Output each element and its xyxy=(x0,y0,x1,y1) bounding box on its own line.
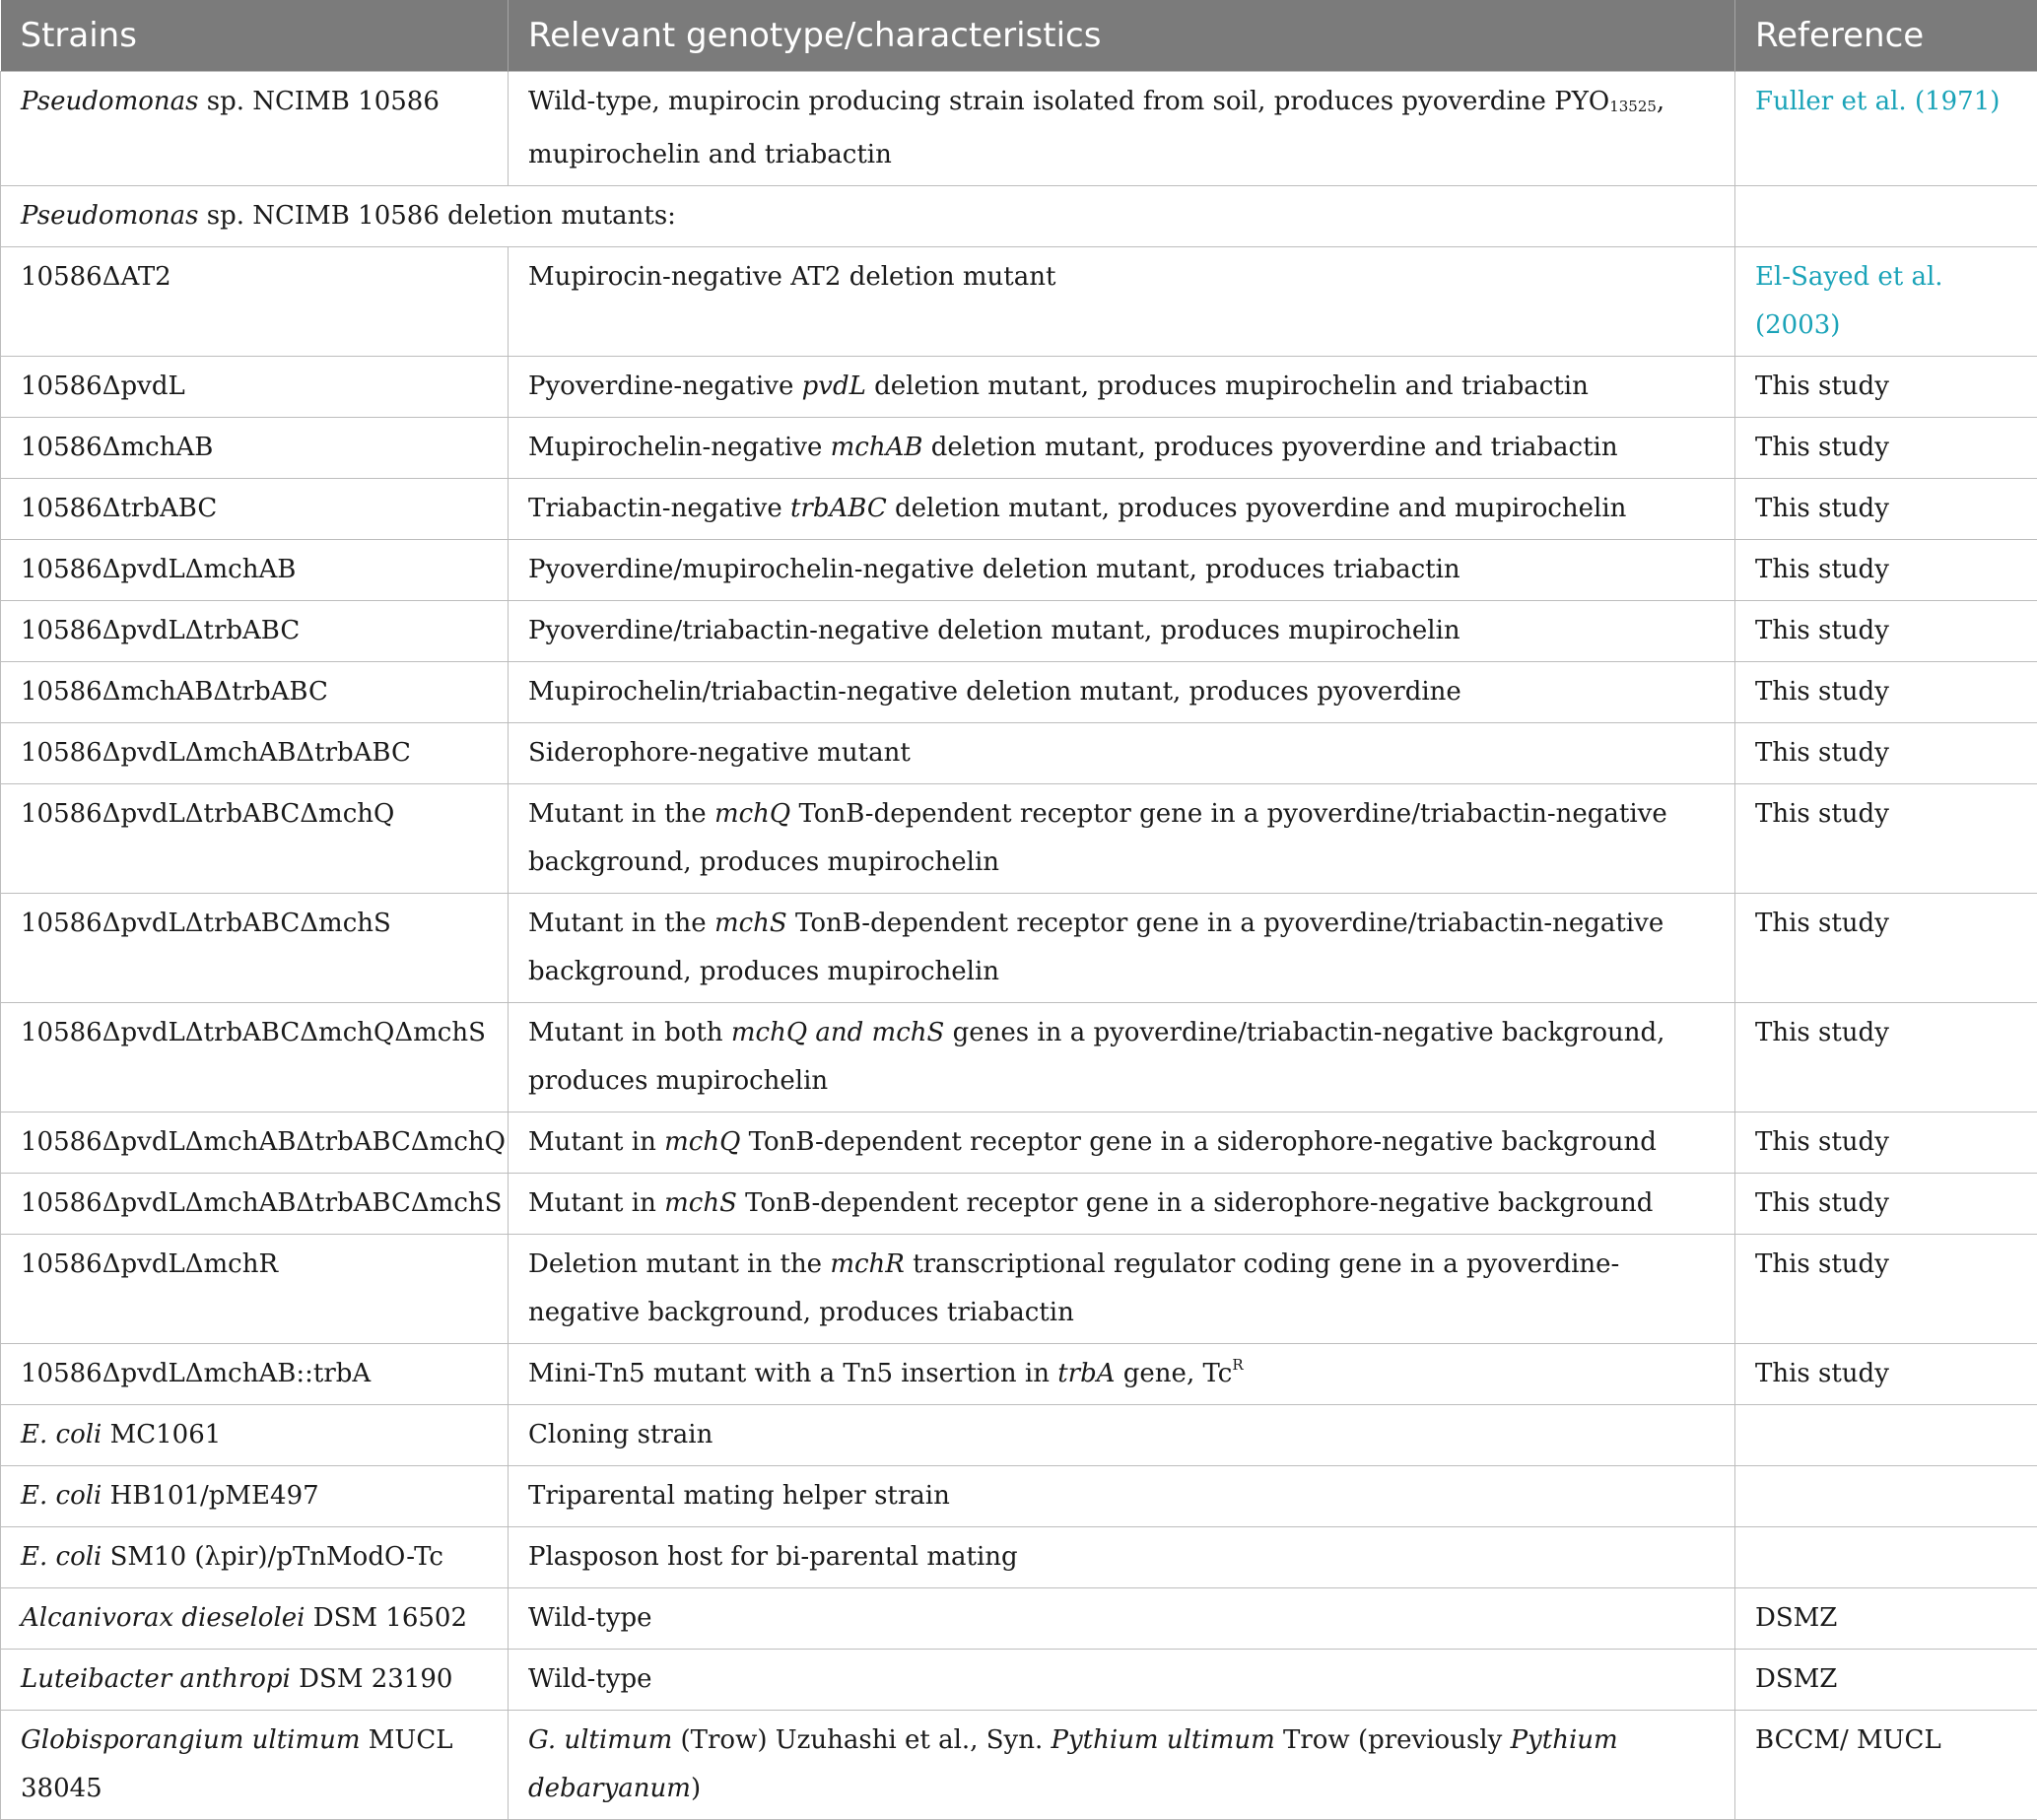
text-segment: HB101/pME497 xyxy=(102,1481,318,1511)
genotype-cell xyxy=(509,1588,1735,1650)
text-segment: 10586ΔmchABΔtrbABC xyxy=(21,677,328,707)
table-row xyxy=(1,247,2037,357)
reference-cell: This study xyxy=(1735,479,2037,540)
text-segment: Wild-type xyxy=(528,1664,652,1694)
reference-cell: This study xyxy=(1735,1003,2037,1112)
table-row xyxy=(1,540,2037,601)
strain-cell xyxy=(1,1405,509,1466)
reference-cell xyxy=(1735,1405,2037,1466)
text-segment: DSM 16502 xyxy=(305,1603,467,1633)
text-segment: TonB-dependent receptor gene in a pyoverdine/triabactin-negative background, produces mupirochelin xyxy=(528,799,1667,877)
text-segment: Luteibacter anthropi xyxy=(21,1664,291,1694)
text-segment: Alcanivorax dieselolei xyxy=(21,1603,305,1633)
genotype-cell xyxy=(509,1527,1735,1588)
text-segment: R xyxy=(1232,1356,1243,1374)
text-segment: gene, Tc xyxy=(1116,1359,1233,1388)
text-segment: 10586ΔpvdLΔtrbABC xyxy=(21,616,300,645)
strain-cell xyxy=(1,418,509,479)
text-segment: Wild-type xyxy=(528,1603,652,1633)
text-segment: Pyoverdine/triabactin-negative deletion mutant, produces mupirochelin xyxy=(528,616,1460,645)
text-segment: Mupirochelin/triabactin-negative deletion mutant, produces pyoverdine xyxy=(528,677,1461,707)
text-segment: Trow (previously xyxy=(1275,1725,1511,1755)
text-segment: ) xyxy=(691,1774,701,1803)
table-row xyxy=(1,894,2037,1003)
genotype-cell xyxy=(509,479,1735,540)
text-segment: genes in a pyoverdine/triabactin-negative background, produces mupirochelin xyxy=(528,1018,1664,1096)
strain-cell xyxy=(1,662,509,723)
text-segment: sp. NCIMB 10586 xyxy=(198,87,439,116)
reference-cell: This study xyxy=(1735,1112,2037,1174)
text-segment: Pyoverdine-negative xyxy=(528,371,802,401)
reference-cell: This study xyxy=(1735,418,2037,479)
reference-cell xyxy=(1735,1466,2037,1527)
reference-cell[interactable]: El-Sayed et al. (2003) xyxy=(1735,247,2037,357)
strain-cell xyxy=(1,784,509,894)
table-row xyxy=(1,418,2037,479)
table-row xyxy=(1,1466,2037,1527)
reference-cell xyxy=(1735,186,2037,247)
text-segment: Mutant in both xyxy=(528,1018,731,1047)
reference-cell: This study xyxy=(1735,1174,2037,1235)
text-segment: Pythium ultimum xyxy=(1052,1725,1275,1755)
table-row xyxy=(1,662,2037,723)
reference-cell[interactable]: Fuller et al. (1971) xyxy=(1735,72,2037,186)
text-segment: deletion mutant, produces mupirochelin and triabactin xyxy=(866,371,1589,401)
text-segment: Pseudomonas xyxy=(21,201,198,231)
text-segment: Triparental mating helper strain xyxy=(528,1481,950,1511)
reference-cell: This study xyxy=(1735,1344,2037,1405)
genotype-cell xyxy=(509,357,1735,418)
strain-cell xyxy=(1,540,509,601)
text-segment: Globisporangium ultimum xyxy=(21,1725,361,1755)
genotype-cell xyxy=(509,784,1735,894)
table-row xyxy=(1,1527,2037,1588)
text-segment: Plasposon host for bi-parental mating xyxy=(528,1542,1018,1572)
table-row xyxy=(1,1650,2037,1711)
reference-cell: This study xyxy=(1735,894,2037,1003)
strain-cell xyxy=(1,1235,509,1344)
section-label-cell xyxy=(1,186,1735,247)
table-row xyxy=(1,1405,2037,1466)
table-row xyxy=(1,784,2037,894)
strain-cell xyxy=(1,1174,509,1235)
table-row xyxy=(1,723,2037,784)
text-segment: Cloning strain xyxy=(528,1420,713,1449)
text-segment: E. coli xyxy=(21,1420,102,1449)
genotype-cell xyxy=(509,1174,1735,1235)
strain-cell xyxy=(1,1711,509,1820)
genotype-cell xyxy=(509,418,1735,479)
text-segment: mchR xyxy=(830,1249,905,1279)
strain-cell xyxy=(1,894,509,1003)
genotype-cell xyxy=(509,601,1735,662)
text-segment: Pyoverdine/mupirochelin-negative deletion mutant, produces triabactin xyxy=(528,555,1460,584)
text-segment: 10586ΔpvdLΔtrbABCΔmchQ xyxy=(21,799,394,829)
text-segment: TonB-dependent receptor gene in a siderophore-negative background xyxy=(740,1127,1657,1157)
text-segment: Siderophore-negative mutant xyxy=(528,738,911,768)
text-segment: Mini-Tn5 mutant with a Tn5 insertion in xyxy=(528,1359,1057,1388)
strain-cell xyxy=(1,72,509,186)
table-row xyxy=(1,479,2037,540)
text-segment: deletion mutant, produces pyoverdine and triabactin xyxy=(923,433,1618,462)
text-segment: , mupirochelin and triabactin xyxy=(528,87,1664,169)
text-segment: E. coli xyxy=(21,1481,102,1511)
text-segment: 10586ΔpvdLΔtrbABCΔmchS xyxy=(21,909,391,938)
text-segment: 13525 xyxy=(1609,98,1657,115)
reference-cell: DSMZ xyxy=(1735,1588,2037,1650)
strain-cell xyxy=(1,1344,509,1405)
reference-cell: This study xyxy=(1735,723,2037,784)
table-row xyxy=(1,72,2037,186)
strain-cell xyxy=(1,1112,509,1174)
text-segment: (Trow) Uzuhashi et al., Syn. xyxy=(672,1725,1051,1755)
genotype-cell xyxy=(509,723,1735,784)
text-segment: trbA xyxy=(1057,1359,1115,1388)
header-genotype: Relevant genotype/characteristics xyxy=(509,0,1735,72)
text-segment: Deletion mutant in the xyxy=(528,1249,830,1279)
text-segment: transcriptional regulator coding gene in a pyoverdine-negative background, produces triabactin xyxy=(528,1249,1619,1327)
strain-cell xyxy=(1,357,509,418)
text-segment: Mupirocin-negative AT2 deletion mutant xyxy=(528,262,1055,292)
genotype-cell xyxy=(509,1003,1735,1112)
text-segment: trbABC xyxy=(790,494,887,523)
text-segment: MC1061 xyxy=(102,1420,221,1449)
text-segment: mchS xyxy=(714,909,787,938)
text-segment: mchAB xyxy=(831,433,923,462)
genotype-cell xyxy=(509,1235,1735,1344)
table-row xyxy=(1,1174,2037,1235)
strain-cell xyxy=(1,1527,509,1588)
genotype-cell xyxy=(509,247,1735,357)
reference-cell: BCCM/ MUCL xyxy=(1735,1711,2037,1820)
reference-cell: This study xyxy=(1735,784,2037,894)
table-body xyxy=(1,72,2037,1820)
text-segment: Mutant in the xyxy=(528,799,714,829)
text-segment: Mupirochelin-negative xyxy=(528,433,831,462)
genotype-cell xyxy=(509,72,1735,186)
text-segment: 10586ΔpvdLΔmchR xyxy=(21,1249,278,1279)
text-segment: 10586ΔpvdLΔmchAB xyxy=(21,555,296,584)
table-row xyxy=(1,186,2037,247)
header-strains: Strains xyxy=(1,0,509,72)
text-segment: 10586ΔpvdLΔmchABΔtrbABC xyxy=(21,738,411,768)
table-row xyxy=(1,357,2037,418)
genotype-cell xyxy=(509,540,1735,601)
text-segment: mchQ xyxy=(714,799,790,829)
text-segment: Pythium debaryanum xyxy=(528,1725,1618,1803)
reference-cell: This study xyxy=(1735,1235,2037,1344)
genotype-cell xyxy=(509,1711,1735,1820)
header-reference: Reference xyxy=(1735,0,2037,72)
table-row xyxy=(1,1588,2037,1650)
text-segment: 10586ΔpvdLΔtrbABCΔmchQΔmchS xyxy=(21,1018,486,1047)
genotype-cell xyxy=(509,1466,1735,1527)
genotype-cell xyxy=(509,1405,1735,1466)
text-segment: 10586ΔpvdLΔmchAB::trbA xyxy=(21,1359,371,1388)
table-row xyxy=(1,1003,2037,1112)
text-segment: G. ultimum xyxy=(528,1725,672,1755)
table-row xyxy=(1,1711,2037,1820)
header-row xyxy=(1,0,2037,72)
strain-cell xyxy=(1,1650,509,1711)
genotype-cell xyxy=(509,1650,1735,1711)
text-segment: sp. NCIMB 10586 deletion mutants: xyxy=(198,201,675,231)
strain-cell xyxy=(1,1466,509,1527)
text-segment: DSM 23190 xyxy=(291,1664,453,1694)
reference-cell xyxy=(1735,1527,2037,1588)
text-segment: 10586ΔAT2 xyxy=(21,262,171,292)
genotype-cell xyxy=(509,1344,1735,1405)
strain-cell xyxy=(1,247,509,357)
text-segment: Wild-type, mupirocin producing strain isolated from soil, produces pyoverdine PYO xyxy=(528,87,1609,116)
genotype-cell xyxy=(509,1112,1735,1174)
text-segment: Pseudomonas xyxy=(21,87,198,116)
table-header xyxy=(1,0,2037,72)
text-segment: TonB-dependent receptor gene in a pyoverdine/triabactin-negative background, produces mupirochelin xyxy=(528,909,1664,986)
text-segment: 10586ΔpvdL xyxy=(21,371,185,401)
text-segment: 10586ΔmchAB xyxy=(21,433,213,462)
strain-cell xyxy=(1,723,509,784)
genotype-cell xyxy=(509,894,1735,1003)
text-segment: 10586ΔpvdLΔmchABΔtrbABCΔmchS xyxy=(21,1188,502,1218)
text-segment: mchS xyxy=(664,1188,737,1218)
text-segment: Mutant in xyxy=(528,1127,664,1157)
text-segment: SM10 (λpir)/pTnModO-Tc xyxy=(102,1542,443,1572)
table-row xyxy=(1,601,2037,662)
reference-cell: This study xyxy=(1735,540,2037,601)
text-segment: Mutant in the xyxy=(528,909,714,938)
text-segment: 10586ΔpvdLΔmchABΔtrbABCΔmchQ xyxy=(21,1127,506,1157)
text-segment: E. coli xyxy=(21,1542,102,1572)
reference-cell: This study xyxy=(1735,662,2037,723)
text-segment: deletion mutant, produces pyoverdine and mupirochelin xyxy=(887,494,1627,523)
strain-cell xyxy=(1,1588,509,1650)
reference-cell: This study xyxy=(1735,601,2037,662)
strain-cell xyxy=(1,601,509,662)
text-segment: MUCL 38045 xyxy=(21,1725,452,1803)
table-row xyxy=(1,1112,2037,1174)
text-segment: Mutant in xyxy=(528,1188,664,1218)
table-row xyxy=(1,1235,2037,1344)
text-segment: TonB-dependent receptor gene in a siderophore-negative background xyxy=(737,1188,1654,1218)
table-row xyxy=(1,1344,2037,1405)
text-segment: 10586ΔtrbABC xyxy=(21,494,217,523)
genotype-cell xyxy=(509,662,1735,723)
strain-cell xyxy=(1,479,509,540)
strain-cell xyxy=(1,1003,509,1112)
reference-cell: DSMZ xyxy=(1735,1650,2037,1711)
reference-cell: This study xyxy=(1735,357,2037,418)
text-segment: mchQ xyxy=(664,1127,740,1157)
text-segment: mchQ and mchS xyxy=(731,1018,944,1047)
text-segment: pvdL xyxy=(802,371,866,401)
text-segment: Triabactin-negative xyxy=(528,494,790,523)
